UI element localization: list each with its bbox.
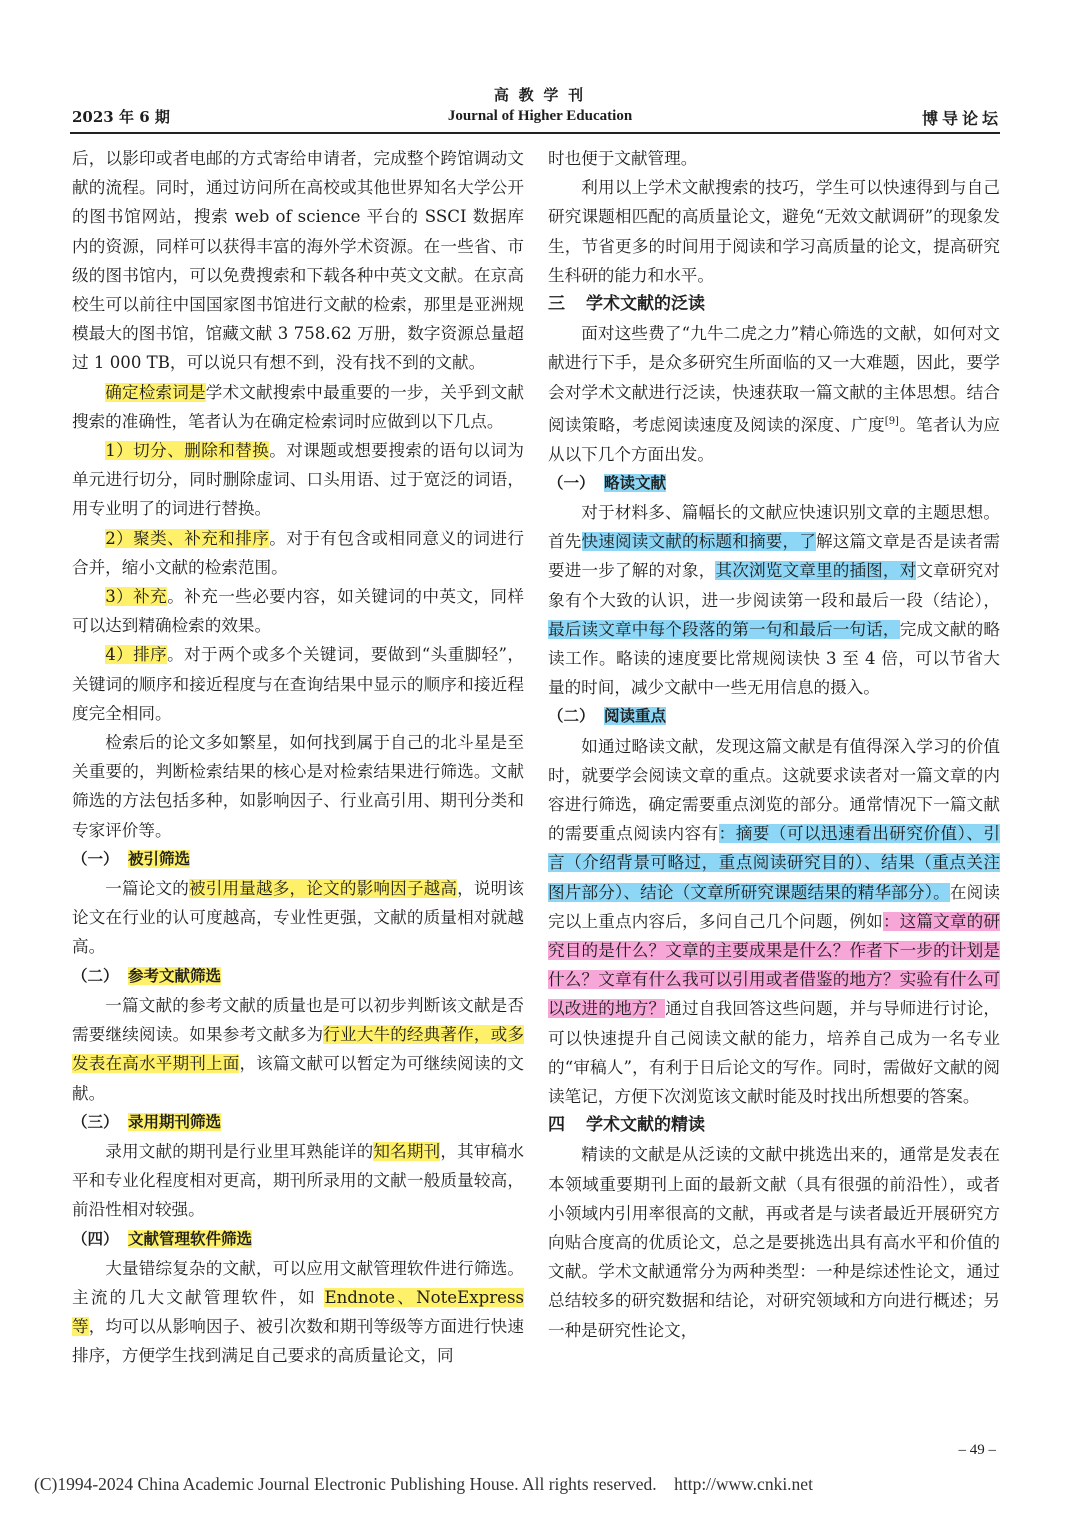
highlight: 知名期刊 xyxy=(373,1141,441,1161)
paragraph: 精读的文献是从泛读的文献中挑选出来的，通常是发表在本领域重要期刊上面的最新文献（具有很强的前沿性），或者小领域内引用率很高的文献，再或者是与读者最近开展研究方向贴合度高的优质论文，总之是要挑选出具有高水平和价值的文献。学术文献通常分为两种类型：一种是综述性论文，通过总结较多的研究数据和结论，对研究领域和方向进行概述；另一种是研究性论文， xyxy=(548,1145,1000,1340)
highlight: 快速阅读文献的标题和摘要，了 xyxy=(581,532,816,552)
paragraph: 面对这些费了“九牛二虎之力”精心筛选的文献，如何对文献进行下手，是众多研究生所面临的又一大难题，因此，要学会对学术文献进行泛读，快速获取一篇文献的主体思想。结合阅读策略，考虑阅读速度及阅读的深度、广度[9]。笔者认为应从以下几个方面出发。 xyxy=(548,324,1001,464)
highlight: 录用期刊筛选 xyxy=(128,1112,222,1131)
subsection-heading: （四） 文献管理软件筛选 xyxy=(72,1229,253,1248)
highlight: 最后读文章中每个段落的第一句和最后一句话， xyxy=(548,619,900,639)
highlight: 文献管理软件筛选 xyxy=(128,1229,253,1248)
page-number: – 49 – xyxy=(958,1442,996,1458)
copyright-notice: (C)1994-2024 China Academic Journal Electronic Publishing House. All rights reserved. http://www.cnki.net xyxy=(34,1474,813,1494)
highlight: ：摘要（可以迅速看出研究价值）、引言（介绍背景可略过，重点阅读研究目的）、结果（重点关注图片部分）、结论（文章所研究课题结果的精华部分）。 xyxy=(548,824,1000,902)
highlight: 确定检索词是 xyxy=(105,382,206,402)
section-heading: 三 学术文献的泛读 xyxy=(548,294,705,315)
section-heading: 四 学术文献的精读 xyxy=(548,1115,705,1136)
right-column xyxy=(548,144,1000,1345)
highlight: 3）补充 xyxy=(105,587,168,607)
journal-title-cn: 高 教 学 刊 xyxy=(493,88,587,104)
paragraph: 确定检索词是学术文献搜索中最重要的一步，关乎到文献搜索的准确性，笔者认为在确定检索词时应做到以下几点。 xyxy=(72,382,525,431)
paragraph: 大量错综复杂的文献，可以应用文献管理软件进行筛选。主流的几大文献管理软件，如 Endnote、NoteExpress 等，均可以从影响因子、被引次数和期刊等级等方面进行快速排序，方便学生找到满足自己要求的高质量论文，同 xyxy=(72,1258,525,1366)
paragraph: 一篇文献的参考文献的质量也是可以初步判断该文献是否需要继续阅读。如果参考文献多为行业大牛的经典著作，或多发表在高水平期刊上面，该篇文献可以暂定为可继续阅读的文献。 xyxy=(72,995,525,1103)
highlight: ：这篇文章的研究目的是什么？文章的主要成果是什么？作者下一步的计划是什么？文章有什么我可以引用或者借鉴的地方？实验有什么可以改进的地方？ xyxy=(548,911,1001,1019)
highlight: 略读文献 xyxy=(604,473,667,492)
subsection-heading: （二） 阅读重点 xyxy=(548,707,667,726)
list-item: 3）补充。补充一些必要内容，如关键词的中英文，同样可以达到精确检索的效果。 xyxy=(72,587,525,636)
citation: [9] xyxy=(884,415,899,427)
list-item: 4）排序。对于两个或多个关键词，要做到“头重脚轻”，关键词的顺序和接近程度与在查询结果中显示的顺序和接近程度完全相同。 xyxy=(72,645,525,723)
subsection-heading: （二） 参考文献筛选 xyxy=(72,966,222,985)
highlight: 其次浏览文章里的插图，对 xyxy=(715,561,917,581)
paragraph: 一篇论文的被引用量越多，论文的影响因子越高，说明该论文在行业的认可度越高，专业性更强，文献的质量相对就越高。 xyxy=(72,879,525,957)
column-label: 博导论坛 xyxy=(921,109,1002,128)
list-item: 2）聚类、补充和排序。对于有包含或相同意义的词进行合并，缩小文献的检索范围。 xyxy=(72,528,525,577)
paragraph: 检索后的论文多如繁星，如何找到属于自己的北斗星是至关重要的，判断检索结果的核心是对检索结果进行筛选。文献筛选的方法包括多种，如影响因子、行业高引用、期刊分类和专家评价等。 xyxy=(72,733,524,840)
subsection-heading: （一） 略读文献 xyxy=(548,473,667,492)
header-rule xyxy=(70,132,1000,134)
highlight: 行业大牛的经典著作，或多发表在高水平期刊上面 xyxy=(72,1025,525,1074)
highlight: 被引筛选 xyxy=(128,849,191,868)
highlight: 被引用量越多，论文的影响因子越高 xyxy=(188,879,458,899)
paragraph: 对于材料多、篇幅长的文献应快速识别文章的主题思想。首先快速阅读文献的标题和摘要，了解这篇文章是否是读者需要进一步了解的对象，其次浏览文章里的插图，对文章研究对象有个大致的认识，进一步阅读第一段和最后一段（结论），最后读文章中每个段落的第一句和最后一句话，完成文献的略读工作。略读的速度要比常规阅读快 3 至 4 倍，可以节省大量的时间，减少文献中一些无用信息的摄入。 xyxy=(548,502,1001,698)
issue-label: 2023 年 6 期 xyxy=(72,108,170,126)
highlight: Endnote、NoteExpress 等 xyxy=(72,1287,525,1337)
highlight: 参考文献筛选 xyxy=(128,966,222,985)
highlight: 4）排序 xyxy=(105,645,168,665)
highlight: 1）切分、删除和替换 xyxy=(105,441,270,461)
subsection-heading: （一） 被引筛选 xyxy=(72,849,191,868)
list-item: 1）切分、删除和替换。对课题或想要搜索的语句以词为单元进行切分，同时删除虚词、口头用语、过于宽泛的词语，用专业明了的词进行替换。 xyxy=(72,441,525,519)
highlight: 阅读重点 xyxy=(604,707,667,726)
paragraph: 录用文献的期刊是行业里耳熟能详的知名期刊，其审稿水平和专业化程度相对更高，期刊所录用的文献一般质量较高，前沿性相对较强。 xyxy=(72,1141,525,1220)
paragraph: 利用以上学术文献搜索的技巧，学生可以快速得到与自己研究课题相匹配的高质量论文，避免“无效文献调研”的现象发生，节省更多的时间用于阅读和学习高质量的论文，提高研究生科研的能力和水平。 xyxy=(548,178,1000,285)
paragraph: 时也便于文献管理。 xyxy=(548,149,698,168)
subsection-heading: （三） 录用期刊筛选 xyxy=(72,1112,222,1131)
paragraph: 后，以影印或者电邮的方式寄给申请者，完成整个跨馆调动文献的流程。同时，通过访问所在高校或其他世界知名大学公开的图书馆网站，搜索 web of science 平台的 SSCI 数据库内的资源，同样可以获得丰富的海外学术资源。在一些省、市级的图书馆内，可以免费搜索和下载各种中英文文献。在京高校生可以前往中国国家图书馆进行文献的检索，那里是亚洲规模最大的图书馆，馆藏文献 3 758.62 万册，数字资源总量超过 1 000 TB，可以说只有想不到，没有找不到的文献。 xyxy=(72,149,524,373)
highlight: 2）聚类、补充和排序 xyxy=(105,528,270,548)
left-column xyxy=(72,144,524,1371)
paragraph: 如通过略读文献，发现这篇文献是有值得深入学习的价值时，就要学会阅读文章的重点。这就要求读者对一篇文章的内容进行筛选，确定需要重点浏览的部分。通常情况下一篇文献的需要重点阅读内容有：摘要（可以迅速看出研究价值）、引言（介绍背景可略过，重点阅读研究目的）、结果（重点关注图片部分）、结论（文章所研究课题结果的精华部分）。在阅读完以上重点内容后，多问自己几个问题，例如：这篇文章的研究目的是什么？文章的主要成果是什么？作者下一步的计划是什么？文章有什么我可以引用或者借鉴的地方？实验有什么可以改进的地方？通过自我回答这些问题，并与导师进行讨论，可以快速提升自己阅读文献的能力，培养自己成为一名专业的“审稿人”，有利于日后论文的写作。同时，需做好文献的阅读笔记，方便下次浏览该文献时能及时找出所想要的答案。 xyxy=(548,736,1001,1107)
journal-title-en: Journal of Higher Education xyxy=(447,108,633,124)
